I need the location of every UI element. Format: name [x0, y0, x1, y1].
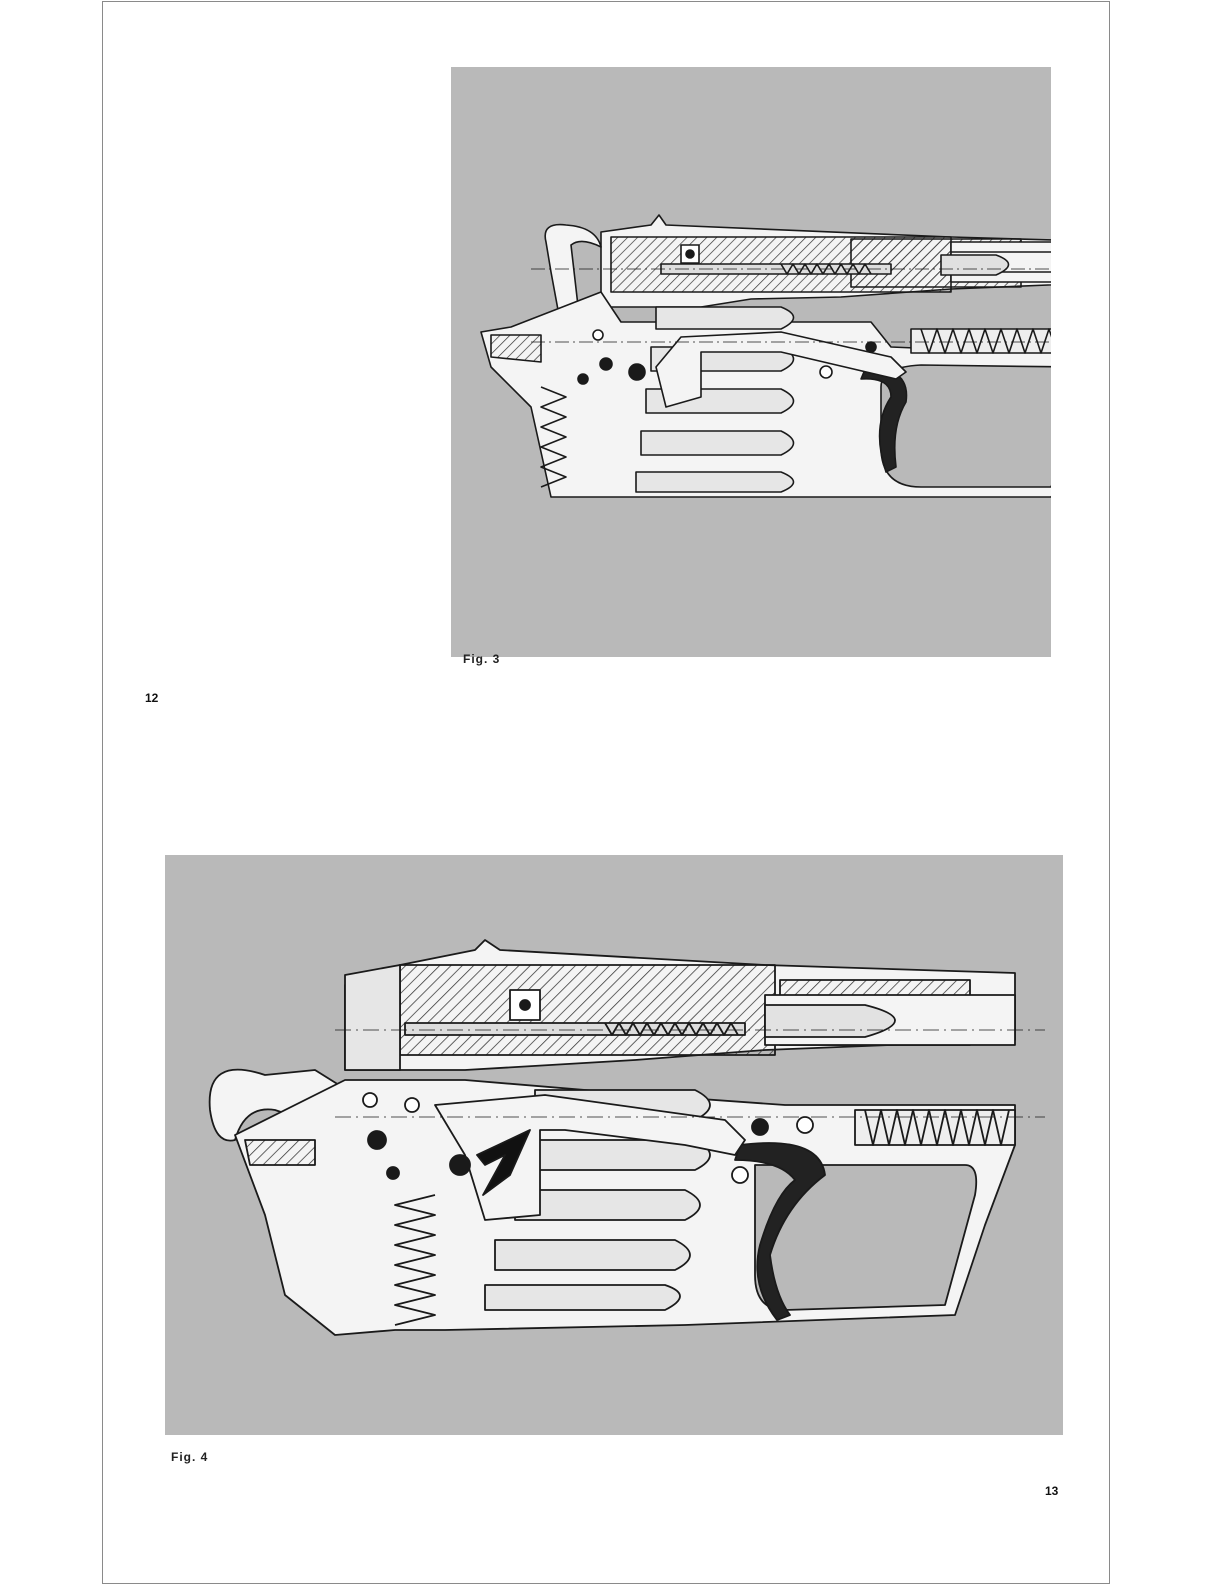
figure-3-plate [451, 67, 1051, 657]
figure-4-illustration [165, 855, 1063, 1435]
page-number-right: 13 [1045, 1484, 1059, 1498]
figure-3-illustration [451, 67, 1051, 657]
figure-4-caption: Fig. 4 [171, 1450, 209, 1464]
figure-4-plate [165, 855, 1063, 1435]
page-number-left: 12 [145, 691, 159, 705]
page-13 [102, 785, 1110, 1584]
figure-3-caption: Fig. 3 [463, 652, 501, 666]
page-12 [102, 1, 1110, 786]
